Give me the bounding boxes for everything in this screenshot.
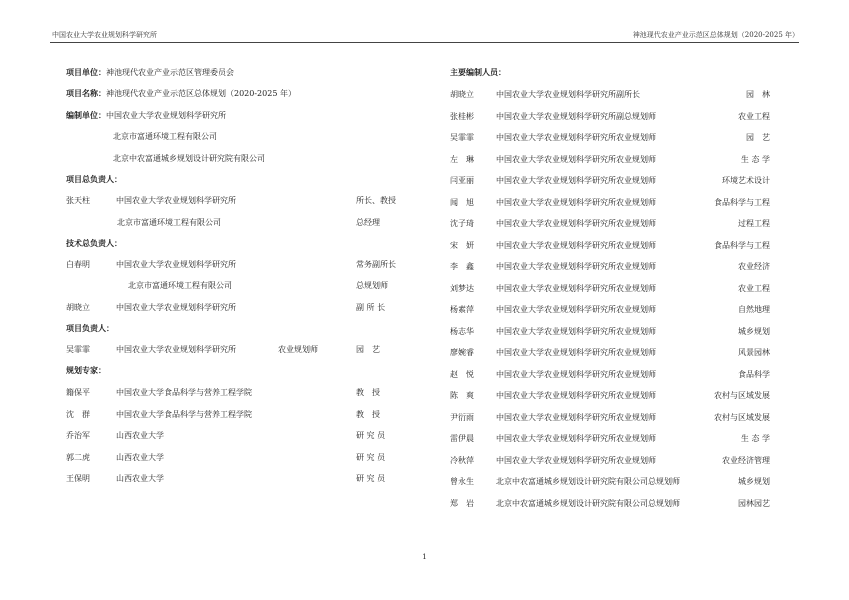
person-org: 山西农业大学: [116, 431, 164, 440]
person-name: 雷伊晨: [450, 434, 474, 443]
person-org: 中国农业大学农业规划科学研究所农业规划师: [496, 369, 656, 379]
person-org: 中国农业大学农业规划科学研究所: [116, 303, 236, 312]
person-field: 农业工程: [738, 111, 770, 121]
person-name: 左 琳: [450, 154, 474, 164]
project-chief-heading: 项目总负责人：: [66, 174, 122, 184]
person-field: 生 态 学: [740, 434, 770, 443]
table-row: [450, 412, 775, 423]
project-name-value: 神池现代农业产业示范区总体规划（2020-2025 年）: [106, 89, 296, 98]
project-unit-label: 项目单位：: [66, 67, 106, 77]
person-name: 乔治军: [66, 431, 90, 440]
person-field: 风景园林: [738, 348, 770, 357]
person-field: 食品科学与工程: [714, 197, 770, 207]
page-number: 1: [422, 553, 427, 561]
table-row: [450, 240, 775, 251]
person-field: 园林园艺: [738, 498, 770, 508]
person-field: 食品科学: [738, 369, 770, 379]
table-row: [450, 283, 775, 294]
person-name: 郑 岩: [450, 498, 474, 508]
person-org: 中国农业大学农业规划科学研究所农业规划师: [496, 262, 656, 271]
table-row: [66, 344, 416, 355]
person-name: 白春明: [66, 260, 90, 269]
person-field: 环境艺术设计: [722, 176, 770, 185]
person-title: 副 所 长: [356, 303, 386, 312]
person-org: 中国农业大学农业规划科学研究所农业规划师: [496, 434, 656, 443]
person-title: 总经理: [356, 218, 380, 227]
person-field: 园 林: [746, 90, 770, 99]
person-org: 北京市富通环境工程有限公司: [117, 218, 221, 227]
table-row: [66, 302, 416, 313]
person-org: 北京中农富通城乡规划设计研究院有限公司总规划师: [496, 498, 680, 508]
person-name: 张天柱: [66, 196, 90, 205]
table-row: [66, 387, 416, 398]
person-org: 中国农业大学农业规划科学研究所农业规划师: [496, 240, 656, 250]
header-left-text: 中国农业大学农业规划科学研究所: [52, 31, 157, 39]
person-org: 中国农业大学农业规划科学研究所农业规划师: [496, 176, 656, 185]
person-title: 教 授: [356, 409, 380, 419]
person-title: 总规划师: [356, 281, 388, 290]
person-org: 中国农业大学农业规划科学研究所农业规划师: [496, 391, 656, 400]
table-row: [450, 261, 775, 272]
person-org: 中国农业大学农业规划科学研究所农业规划师: [496, 219, 656, 228]
table-row: [66, 217, 416, 228]
compile-unit-value: 北京中农富通城乡规划设计研究院有限公司: [113, 154, 265, 163]
person-org: 中国农业大学农业规划科学研究所农业规划师: [496, 348, 656, 357]
person-org: 山西农业大学: [116, 474, 164, 483]
person-name: 刘梦达: [450, 283, 474, 293]
person-name: 沈 群: [66, 409, 90, 419]
table-row: [66, 409, 416, 420]
table-row: [450, 433, 775, 444]
person-org: 中国农业大学农业规划科学研究所农业规划师: [496, 305, 656, 314]
person-name: 胡晓立: [66, 303, 90, 312]
person-field: 园 艺: [746, 133, 770, 142]
table-row: [450, 197, 775, 208]
project-lead-heading: 项目负责人：: [66, 323, 114, 333]
person-title: 教 授: [356, 388, 380, 397]
table-row: [450, 111, 775, 122]
person-name: 李 鑫: [450, 262, 474, 271]
person-name: 尹衍雨: [450, 412, 474, 422]
person-name: 张桂彬: [450, 111, 474, 121]
person-field: 农业经济管理: [722, 455, 770, 465]
person-org: 中国农业大学农业规划科学研究所副所长: [496, 90, 640, 99]
project-unit-row: [66, 67, 234, 78]
person-name: 陈 爽: [450, 391, 474, 400]
compile-unit-value: 北京市富通环境工程有限公司: [113, 132, 217, 141]
person-org: 中国农业大学农业规划科学研究所农业规划师: [496, 455, 656, 465]
person-name: 宋 妍: [450, 240, 474, 250]
person-name: 杨志华: [450, 326, 474, 336]
table-row: [66, 280, 416, 291]
person-name: 赵 悦: [450, 369, 474, 379]
table-row: [450, 175, 775, 186]
person-org: 北京市富通环境工程有限公司: [128, 281, 232, 290]
person-name: 杨素萍: [450, 305, 474, 314]
person-field: 园 艺: [356, 345, 380, 354]
person-field: 农村与区域发展: [714, 391, 770, 400]
project-name-row: [66, 88, 296, 99]
person-field: 农业工程: [738, 283, 770, 293]
table-row: [450, 154, 775, 165]
person-name: 吴霏霏: [66, 345, 90, 354]
table-row: [66, 452, 416, 463]
table-row: [66, 259, 416, 270]
person-name: 闫亚丽: [450, 176, 474, 185]
person-org: 中国农业大学农业规划科学研究所农业规划师: [496, 326, 656, 336]
person-org: 北京中农富通城乡规划设计研究院有限公司总规划师: [496, 477, 680, 486]
table-row: [450, 218, 775, 229]
person-org: 中国农业大学食品科学与营养工程学院: [116, 388, 252, 397]
person-field: 城乡规划: [738, 477, 770, 486]
header-right-text: 神池现代农业产业示范区总体规划（2020-2025 年）: [632, 31, 799, 39]
person-field: 城乡规划: [738, 326, 770, 336]
person-name: 郭二虎: [66, 452, 90, 462]
person-field: 食品科学与工程: [714, 240, 770, 250]
table-row: [450, 455, 775, 466]
main-staff-heading: 主要编制人员：: [450, 67, 506, 77]
person-title: 研 究 员: [356, 431, 386, 440]
header-divider: [50, 42, 799, 43]
table-row: [450, 326, 775, 337]
project-name-label: 项目名称：: [66, 88, 106, 98]
table-row: [450, 89, 775, 100]
person-field: 过程工程: [738, 219, 770, 228]
compile-unit-label: 编制单位：: [66, 110, 106, 120]
person-title: 所长、教授: [356, 196, 396, 205]
table-row: [66, 430, 416, 441]
table-row: [66, 473, 416, 484]
table-row: [450, 390, 775, 401]
person-title: 研 究 员: [356, 452, 386, 462]
person-name: 沈子琦: [450, 219, 474, 228]
person-org: 中国农业大学农业规划科学研究所: [116, 196, 236, 205]
person-field: 农业经济: [738, 262, 770, 271]
person-role: 农业规划师: [278, 345, 318, 354]
experts-heading: 规划专家：: [66, 365, 106, 375]
table-row: [450, 476, 775, 487]
person-name: 冷秋萍: [450, 455, 474, 465]
table-row: [450, 304, 775, 315]
person-org: 中国农业大学农业规划科学研究所: [116, 260, 236, 269]
person-name: 廖婉睿: [450, 348, 474, 357]
person-org: 中国农业大学食品科学与营养工程学院: [116, 409, 252, 419]
person-org: 中国农业大学农业规划科学研究所农业规划师: [496, 412, 656, 422]
person-name: 曾永生: [450, 477, 474, 486]
person-field: 农村与区域发展: [714, 412, 770, 422]
person-name: 王保明: [66, 474, 90, 483]
table-row: [66, 195, 416, 206]
person-org: 中国农业大学农业规划科学研究所农业规划师: [496, 133, 656, 142]
compile-unit-row: [66, 110, 226, 121]
project-unit-value: 神池现代农业产业示范区管理委员会: [106, 68, 234, 77]
person-title: 研 究 员: [356, 474, 386, 483]
person-org: 中国农业大学农业规划科学研究所农业规划师: [496, 197, 656, 207]
person-org: 山西农业大学: [116, 452, 164, 462]
table-row: [450, 347, 775, 358]
person-org: 中国农业大学农业规划科学研究所农业规划师: [496, 154, 656, 164]
person-name: 吴霏霏: [450, 133, 474, 142]
table-row: [450, 498, 775, 509]
person-name: 胡晓立: [450, 90, 474, 99]
compile-unit-value: 中国农业大学农业规划科学研究所: [106, 111, 226, 120]
person-title: 常务副所长: [356, 260, 396, 269]
person-name: 闻 旭: [450, 197, 474, 207]
person-org: 中国农业大学农业规划科学研究所农业规划师: [496, 283, 656, 293]
person-field: 自然地理: [738, 305, 770, 314]
table-row: [450, 369, 775, 380]
person-name: 籍保平: [66, 388, 90, 397]
person-field: 生 态 学: [740, 154, 770, 164]
tech-chief-heading: 技术总负责人：: [66, 238, 122, 248]
person-org: 中国农业大学农业规划科学研究所副总规划师: [496, 111, 656, 121]
table-row: [450, 132, 775, 143]
person-org: 中国农业大学农业规划科学研究所: [116, 345, 236, 354]
